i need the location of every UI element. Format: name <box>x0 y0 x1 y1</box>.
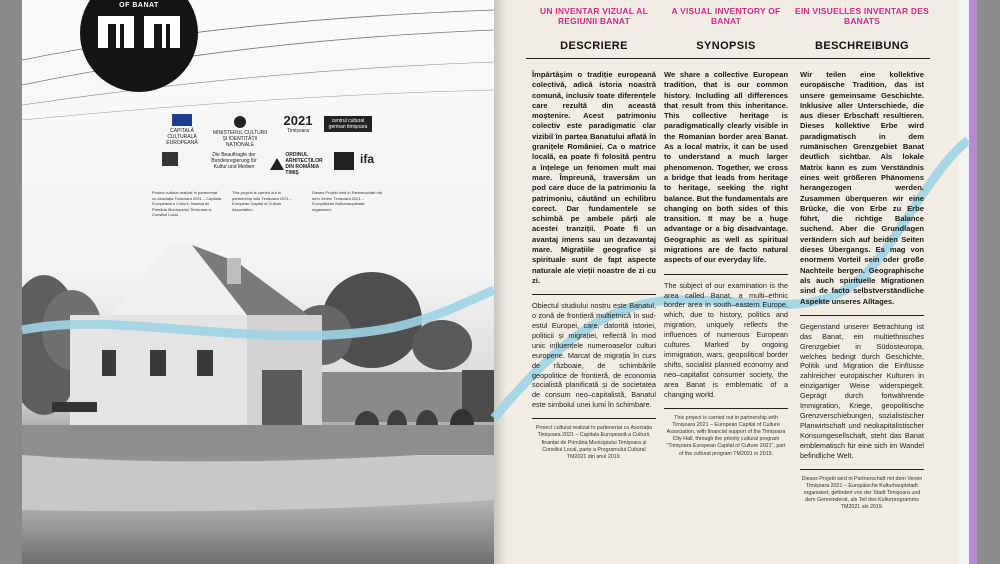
sponsor-capital-culture: CAPITALĂ CULTURALĂ EUROPEANĂ <box>162 114 202 146</box>
sponsor-ifa: ifa <box>360 152 375 166</box>
intro-bold-en: We share a collective European tradition, that is our common history. Including all differences that result from this inheritance. This collective heritage is paradigmatically clearly visible in the Romanian border area Banat. As a local matrix, it can be used to understand a much larger phenomenon. Together, we cross a bridge that leads from heritage to heritage, seeking the right balance. But the fundamentals are changing on both sides of this transition. It may be a huge advantage or a big disadvantage. Geographic as well as spiritual migrations are de facto natural aspects of our everyday life. <box>664 70 788 265</box>
heading-ro: DESCRIERE <box>560 40 628 52</box>
subtitle-en: A VISUAL INVENTORY OF BANAT <box>671 6 781 26</box>
divider <box>532 294 656 295</box>
sponsor-beauftragte: Die Beauftragte der Bundesregierung für Kultur und Medien <box>211 152 257 170</box>
column-german-body <box>794 62 930 512</box>
heading-de: BESCHREIBUNG <box>814 40 910 52</box>
intro-bold-ro: Împărtășim o tradiție europeană colectivă, adică istoria noastră comună, inclusiv toate diferențele care rezultă din această moștenire. Acest patrimoniu colectiv este paradigmatic clar vizibil în partea Banatului aflată în granițele României. Ca o matrice locală, ea poate fi folosită pentru a înțelege un fenomen mult mai mare. Împreună, traversăm un pod care duce de la patrimoniu la patrimoniu, căutând un echilibru corect. Dar fundamentele se schimbă pe ambele părți ale acestei tranziții. Poate fi un avantaj imens sau un dezavantaj mare. Migrațiile geografice și spirituale sunt de fapt aspecte naturale ale vieții noastre de zi cu zi. <box>532 70 656 285</box>
footer-credit-en: This project is carried out in partnership with Timișoara 2021 – European Capital of Culture Association, with financial support of the Timișoara City Hall, through the priority cultural program "Timișoara European Capital of Culture 2021", part of the cultural program TM2021 in 2019. <box>666 414 786 457</box>
sponsor-ministry: MINISTERUL CULTURII ȘI IDENTITĂȚII NAȚIONALE <box>210 116 270 148</box>
credit-en-small: This project is carried out in partnership with Timișoara 2021 – European Capital of Culture Association. <box>232 190 293 212</box>
heading-en: SYNOPSIS <box>696 40 756 52</box>
body-text-en: The subject of our examination is the area called Banat, a multi–ethnic border area in south–eastern Europe, which, due to history, politics and migration, uniquely reflects the influences of numerous European cultures. Marked by ongoing immigration, wars, geopolitical border shifts, socialist planned economy and neo–capitalist consumer society, the area Banat is emblematic of a changing world. <box>664 280 788 399</box>
credit-ro-small: Proiect cultural realizat în parteneriat cu Asociația Timișoara 2021 – Capitala Europeană a Culturii, finanțat de Primăria Municipiului Timișoara și Consiliul Local. <box>152 190 221 217</box>
column-german-header <box>794 0 930 59</box>
body-text-ro: Obiectul studiului nostru este Banatul, o zonă de frontieră multietnică în sud-estul Europei, care, datorită istoriei, politicii și migrației, reflectă în mod unic influențele numeroaselor culturi europene. Marcat de migrația în curs de războaie, de schimbările geopolitice de frontieră, de economia socialistă planificată și de societatea de consum neo–capitalistă, Banatul este simbolul unei lumi în schimbare. <box>532 301 656 410</box>
column-english-header <box>658 0 794 59</box>
intro-bold-de: Wir teilen eine kollektive europäische Tradition, das ist unsere gemeinsame Geschichte. Inklusive aller Unterschiede, die aus dieser Erbschaft resultieren. Dieses kollektive Erbe wird paradigmatisch in dem rumänischen Grenzgebiet Banat deutlich sichtbar. Als lokale Matrix kann es zum Verständnis eines weit größeren Phänomens herangezogen werden. Zusammen überqueren wir eine Brücke, die von Erbe zu Erbe führt, die richtige Balance suchend. Aber die Grundlagen verändern sich auf beiden Seiten dieses Übergangs. Es mag von enormem Vorteil sein oder große Nachteile bergen. Geographische als auch spirituelle Migrationen sind de facto selbstverständliche Aspekte unseres Alltages. <box>800 70 924 306</box>
logo-of-banat-text: OF BANAT <box>119 2 159 9</box>
body-text-de: Gegenstand unserer Betrachtung ist das Banat, ein multiethnisches Grenzgebiet in Südosteuropa, welches bedingt durch Geschichte, Politik und Migration die Einflüsse zahlreicher europäischer Kulturen in einzigartiger Weise widerspiegelt. Geprägt durch fortwährende Immigration, Kriege, geopolitische Grenzverschiebungen, sozialistischer Planwirtschaft und neokapitalistischer Konsumgesellschaft, steht das Banat emblematisch für eine sich im Wandel befindliche Welt. <box>800 321 924 460</box>
column-english-body <box>658 62 794 458</box>
column-romanian-header <box>526 0 662 59</box>
divider <box>800 469 924 470</box>
divider <box>658 58 794 59</box>
subtitle-de: EIN VISUELLES INVENTAR DES BANATS <box>795 6 929 26</box>
column-romanian-body <box>526 62 662 461</box>
divider <box>800 315 924 316</box>
divider <box>664 408 788 409</box>
divider <box>794 58 930 59</box>
footer-credit-ro: Proiect cultural realizat în parteneriat cu Asociația Timișoara 2021 – Capitala Europeană a Culturii, finanțat de Primăria Municipiului Timișoara și Consiliul Local, parte a Programului Cultural TM2021 din anul 2019. <box>535 425 652 461</box>
footer-credit-de: Dieses Projekt wird in Partnerschaft mit dem Verein Timișoara 2021 – Europäische Kulturhauptstadt organisiert, gefördert von der Stadt Timișoara und dem Gemeinderat, als Teil des Kulturprogramms TM2021 als 2019. <box>801 475 923 511</box>
sponsor-ordinul: ORDINUL ARHITECȚILOR DIN ROMÂNIA TIMIȘ <box>270 152 328 176</box>
credit-de-small: Dieses Projekt wird in Partnerschaft mit dem Verein Timișoara 2021 – Europäische Kulturhauptstadt organisiert. <box>312 190 382 212</box>
sponsor-tm2021: 2021 Timișoara <box>283 113 313 134</box>
divider <box>664 274 788 275</box>
subtitle-ro: UN INVENTAR VIZUAL AL REGIUNII BANAT <box>540 6 648 26</box>
sponsor-centrul: centrul cultural german timișoara <box>324 116 372 132</box>
divider <box>532 418 656 419</box>
divider <box>526 58 662 59</box>
